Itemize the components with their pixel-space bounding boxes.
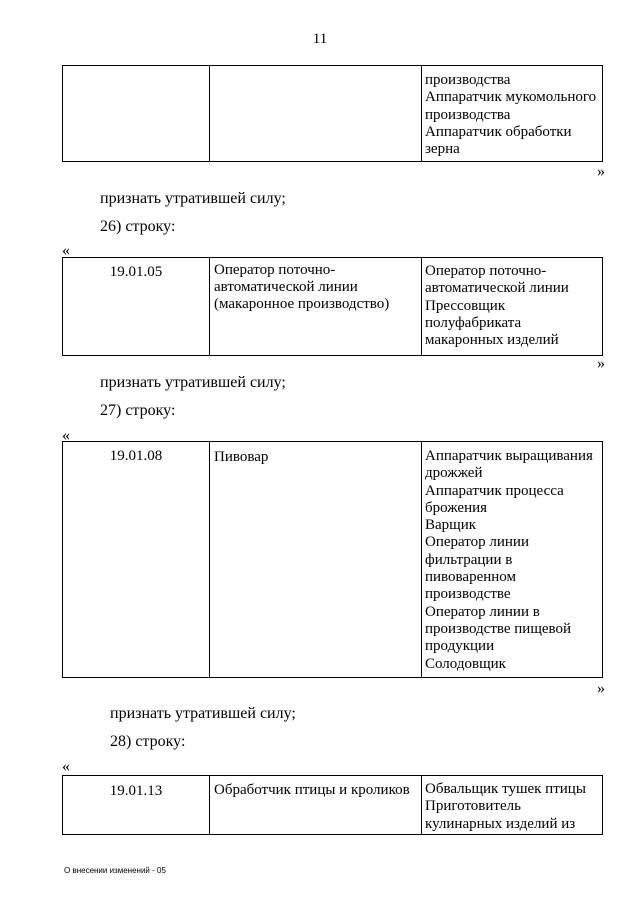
profession-line: Оператор поточно- <box>214 262 336 278</box>
related-line: полуфабриката <box>425 314 522 331</box>
related-line: Обвальщик тушек птицы <box>425 781 586 797</box>
related-line: Оператор линии <box>425 534 529 551</box>
related-professions-cell <box>422 66 602 161</box>
closing-quote: » <box>597 355 605 372</box>
profession-line: (макаронное производство) <box>214 296 390 312</box>
related-line: фильтрации в <box>425 551 513 568</box>
related-line: Оператор поточно- <box>425 263 547 279</box>
related-line: зерна <box>425 141 460 158</box>
related-line: автоматической линии <box>425 280 569 297</box>
related-line: Оператор линии в <box>425 603 540 620</box>
code-cell <box>63 258 210 355</box>
table-1 <box>62 65 603 162</box>
related-professions-cell <box>422 258 602 355</box>
related-line: производства <box>425 72 511 88</box>
item-26-text: 26) строку: <box>100 218 176 235</box>
table-2 <box>62 257 603 356</box>
item-27-text: 27) строку: <box>100 402 176 419</box>
related-line: Прессовщик <box>425 297 506 314</box>
table-3 <box>62 441 603 678</box>
code-cell <box>63 66 210 161</box>
related-line: Варщик <box>425 517 477 534</box>
related-line: производстве пищевой <box>425 620 572 637</box>
related-line: Приготовитель <box>425 798 521 815</box>
opening-quote: « <box>62 427 70 444</box>
repeal-text: признать утратившей силу; <box>100 374 286 391</box>
profession-line: автоматической линии <box>214 279 358 295</box>
opening-quote: « <box>62 242 70 259</box>
related-line: Аппаратчик обработки <box>425 123 572 140</box>
related-professions-cell <box>422 442 602 677</box>
profession-cell <box>210 66 422 161</box>
repeal-text: признать утратившей силу; <box>110 705 296 722</box>
closing-quote: » <box>597 163 605 180</box>
code-cell <box>63 442 210 677</box>
item-28-text: 28) строку: <box>110 733 186 750</box>
profession-line: Обработчик птицы и кроликов <box>214 782 410 798</box>
related-line: Солодовщик <box>425 655 506 672</box>
profession-line: Пивовар <box>214 449 269 465</box>
related-line: кулинарных изделий из <box>425 815 576 832</box>
profession-code: 19.01.13 <box>109 783 163 799</box>
opening-quote: « <box>62 758 70 775</box>
page-number: 11 <box>312 31 328 47</box>
repeal-text: признать утратившей силу; <box>100 190 286 207</box>
related-line: производстве <box>425 586 511 603</box>
related-line: производства <box>425 106 511 123</box>
related-line: Аппаратчик выращивания <box>425 448 593 464</box>
profession-code: 19.01.05 <box>109 264 163 280</box>
code-cell <box>63 776 210 834</box>
related-line: Аппаратчик мукомольного <box>425 89 597 106</box>
related-line: брожения <box>425 499 488 516</box>
profession-cell <box>210 258 422 355</box>
related-line: пивоваренном <box>425 569 516 586</box>
footer-note: О внесении изменений - 05 <box>64 866 166 875</box>
closing-quote: » <box>597 680 605 697</box>
table-4 <box>62 775 603 835</box>
related-line: Аппаратчик процесса <box>425 482 564 499</box>
profession-cell <box>210 442 422 677</box>
related-line: дрожжей <box>425 465 483 482</box>
profession-cell <box>210 776 422 834</box>
related-line: макаронных изделий <box>425 332 559 349</box>
related-line: продукции <box>425 638 495 655</box>
related-professions-cell <box>422 776 602 834</box>
profession-code: 19.01.08 <box>109 448 163 464</box>
